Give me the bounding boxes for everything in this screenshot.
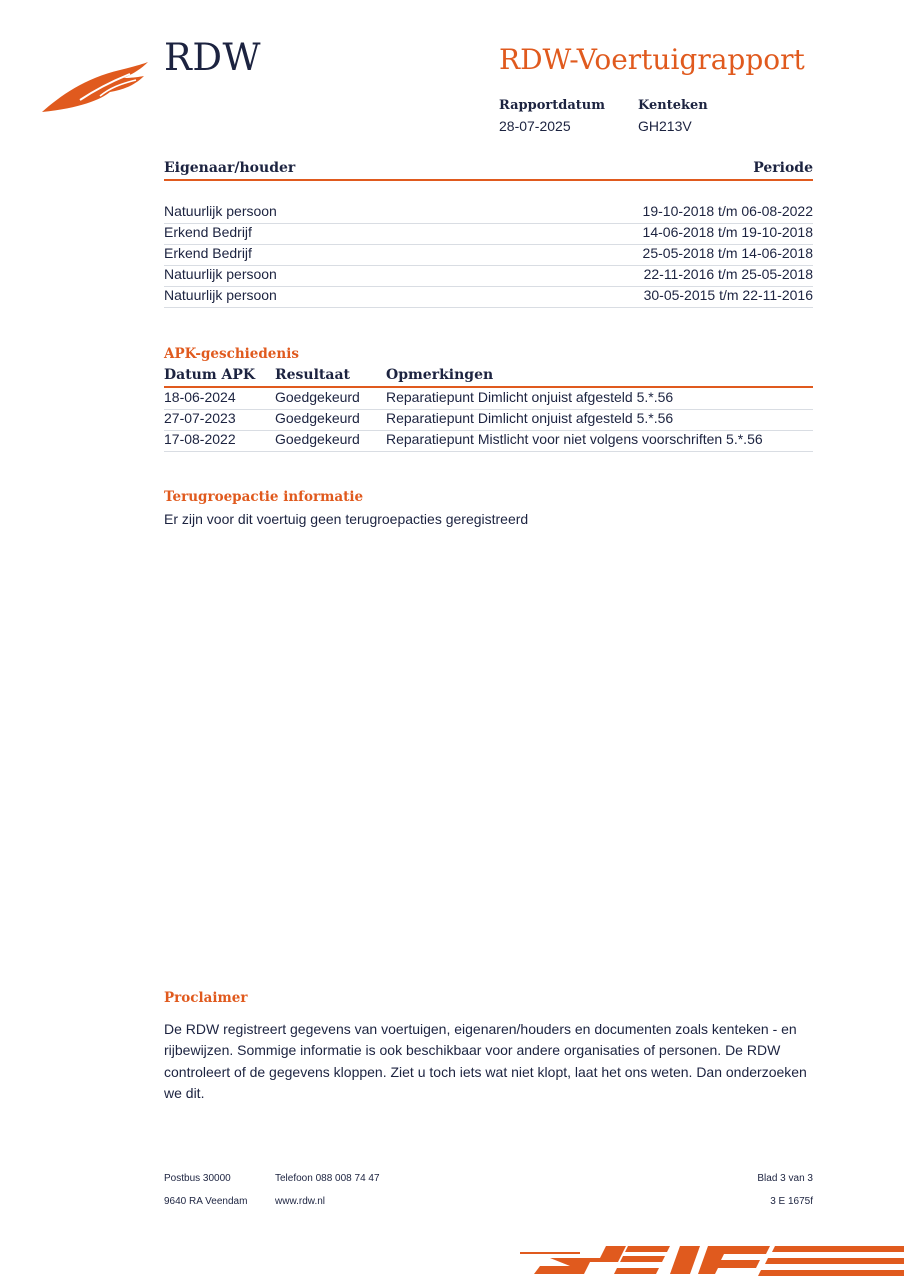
period-cell: 22-11-2016 t/m 25-05-2018 [643,266,813,282]
table-row [164,265,813,287]
page-title: RDW-Voertuigrapport [499,43,805,76]
table-row [164,223,813,245]
apk-date-cell: 17-08-2022 [164,431,236,447]
footer-postbus: Postbus 30000 [164,1173,231,1184]
logo-wordmark: RDW [164,36,262,79]
kenteken-label: Kenteken [638,98,708,113]
owner-column-header: Eigenaar/houder [164,160,296,176]
footer-page-number: Blad 3 van 3 [757,1173,813,1184]
owner-cell: Erkend Bedrijf [164,245,252,261]
table-row [164,286,813,308]
apk-date-cell: 27-07-2023 [164,410,236,426]
proclaimer-text [164,1019,824,1104]
rapportdatum-label: Rapportdatum [499,98,605,113]
rdw-logo-icon [40,56,150,116]
table-row [164,430,813,452]
footer-document-code: 3 E 1675f [770,1196,813,1207]
table-row [164,244,813,266]
apk-result-header: Resultaat [275,367,350,383]
footer-phone: Telefoon 088 008 74 47 [275,1173,380,1184]
proclaimer-line: De RDW registreert gegevens van voertuigen, eigenaren/houders en documenten zoals kenteken - en [164,1021,797,1037]
apk-remarks-cell: Reparatiepunt Dimlicht onjuist afgesteld 5.*.56 [386,410,674,426]
footer-website: www.rdw.nl [275,1196,326,1207]
proclaimer-line: rijbewijzen. Sommige informatie is ook beschikbaar voor andere organisaties of personen. De RDW [164,1042,781,1059]
period-cell: 25-05-2018 t/m 14-06-2018 [642,245,813,261]
owner-cell: Natuurlijk persoon [164,203,277,219]
period-cell: 30-05-2015 t/m 22-11-2016 [643,287,813,303]
period-cell: 19-10-2018 t/m 06-08-2022 [642,203,813,219]
owners-header-rule [164,179,813,181]
kenteken-value: GH213V [638,118,692,134]
apk-result-cell: Goedgekeurd [275,410,360,426]
apk-section-title: APK-geschiedenis [164,346,299,362]
apk-result-cell: Goedgekeurd [275,431,360,447]
table-row [164,202,813,224]
rapportdatum-value: 28-07-2025 [499,118,571,134]
apk-date-cell: 18-06-2024 [164,389,236,405]
owner-cell: Natuurlijk persoon [164,266,277,282]
recall-section-title: Terugroepactie informatie [164,489,364,505]
period-cell: 14-06-2018 t/m 19-10-2018 [642,224,813,240]
apk-date-header: Datum APK [164,367,256,383]
apk-result-cell: Goedgekeurd [275,389,360,405]
proclaimer-line: controleert of de gegevens kloppen. Ziet u toch iets wat niet klopt, laat het ons weten. Dan onderzoeken [164,1063,807,1080]
proclaimer-title: Proclaimer [164,990,248,1006]
apk-remarks-header: Opmerkingen [386,367,494,383]
period-column-header: Periode [753,160,813,176]
table-row [164,409,813,431]
footer-address: 9640 RA Veendam [164,1196,248,1207]
owner-cell: Natuurlijk persoon [164,287,277,303]
apk-remarks-cell: Reparatiepunt Dimlicht onjuist afgesteld 5.*.56 [386,389,674,405]
proclaimer-line: we dit. [164,1084,205,1101]
apk-remarks-cell: Reparatiepunt Mistlicht voor niet volgens voorschriften 5.*.56 [386,431,763,447]
table-row [164,388,813,410]
decorative-stripes-icon [520,1240,904,1280]
recall-text: Er zijn voor dit voertuig geen terugroepacties geregistreerd [164,511,529,527]
owner-cell: Erkend Bedrijf [164,224,252,240]
